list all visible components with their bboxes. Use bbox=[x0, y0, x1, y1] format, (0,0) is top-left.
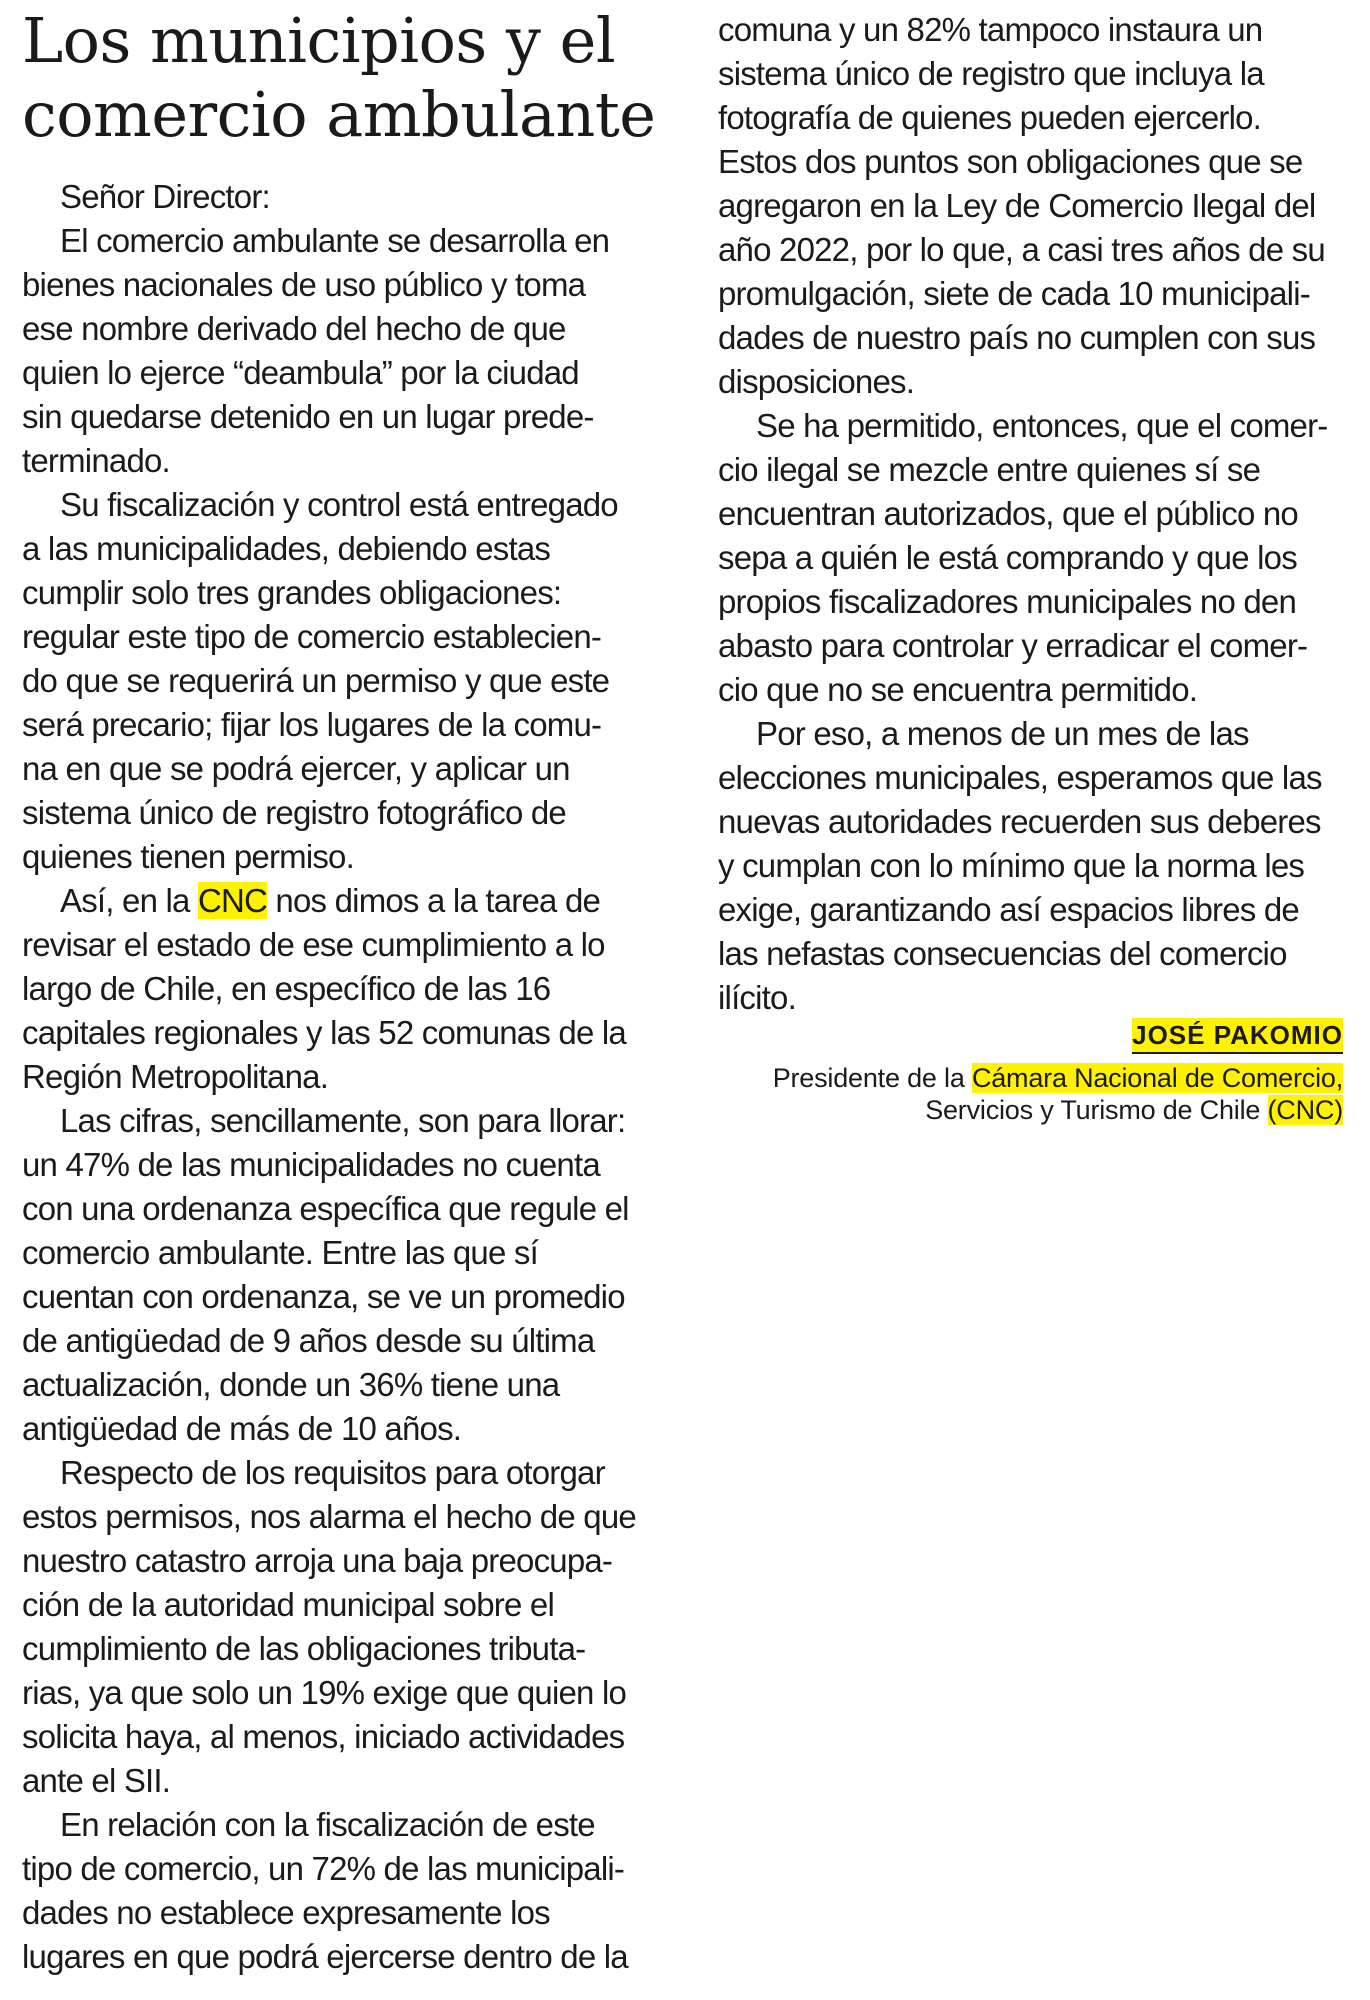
paragraph-3: Así, en la CNC nos dimos a la tarea de revisar el estado de ese cumplimiento a lo largo de Chile, en específico de las 16 capitales regionales y las 52 comunas de la Región Metropolitana. bbox=[22, 882, 626, 1095]
paragraph-2: Su fiscalización y control está entregado a las municipalidades, debiendo estas cumplir solo tres grandes obligaciones: regular este tipo de comercio establecien- do que se requerirá un permiso y que este será precario; fijar los lugares de la comu- na en que se podrá ejercer, y aplicar un sistema único de registro fotográfico de quienes tienen permiso. bbox=[22, 486, 618, 875]
page-title: Los municipios y el comercio ambulante bbox=[22, 4, 656, 151]
signature-role: Presidente de la Cámara Nacional de Comercio, Servicios y Turismo de Chile (CNC) bbox=[772, 1063, 1343, 1125]
paragraph-5: Respecto de los requisitos para otorgar estos permisos, nos alarma el hecho de que nuestro catastro arroja una baja preocupa- ción de la autoridad municipal sobre el cumplimiento de las obligaciones tributa- rias, ya que solo un 19% exige que quien lo solicita haya, al menos, iniciado actividades ante el SII. bbox=[22, 1454, 636, 1799]
paragraph-6: En relación con la fiscalización de este tipo de comercio, un 72% de las municipali- dades no establece expresamente los lugares en que podrá ejercerse dentro de la bbox=[22, 1806, 628, 1975]
signature-name: JOSÉ PAKOMIO bbox=[1132, 1018, 1343, 1054]
paragraph-6-continued: comuna y un 82% tampoco instaura un sistema único de registro que incluya la fotografía de quienes pueden ejercerlo. Estos dos puntos son obligaciones que se agregaron en la Ley de Comercio Ilegal del año 2022, por lo que, a casi tres años de su promulgación, siete de cada 10 municipali- dades de nuestro país no cumplen con sus disposiciones. bbox=[718, 11, 1325, 400]
highlight-camara: Cámara Nacional de Comercio, bbox=[971, 1063, 1343, 1093]
highlight-cnc: CNC bbox=[197, 882, 268, 919]
right-column bbox=[718, 8, 1358, 1020]
paragraph-8: Por eso, a menos de un mes de las elecciones municipales, esperamos que las nuevas autoridades recuerden sus deberes y cumplan con lo mínimo que la norma les exige, garantizando así espacios libres de las nefastas consecuencias del comercio ilícito. bbox=[718, 715, 1322, 1016]
paragraph-4: Las cifras, sencillamente, son para llorar: un 47% de las municipalidades no cuenta con una ordenanza específica que regule el comercio ambulante. Entre las que sí cuentan con ordenanza, se ve un promedio de antigüedad de 9 años desde su última actualización, donde un 36% tiene una antigüedad de más de 10 años. bbox=[22, 1102, 629, 1447]
salutation: Señor Director: bbox=[60, 178, 270, 215]
left-column bbox=[22, 175, 662, 1979]
highlight-cnc-signature: (CNC) bbox=[1267, 1095, 1343, 1125]
paragraph-7: Se ha permitido, entonces, que el comer- cio ilegal se mezcle entre quienes sí se encuentran autorizados, que el público no sepa a quién le está comprando y que los propios fiscalizadores municipales no den abasto para controlar y erradicar el comer- cio que no se encuentra permitido. bbox=[718, 407, 1328, 708]
paragraph-1: El comercio ambulante se desarrolla en bienes nacionales de uso público y toma ese nombre derivado del hecho de que quien lo ejerce “deambula” por la ciudad sin quedarse detenido en un lugar prede- terminado. bbox=[22, 222, 610, 479]
